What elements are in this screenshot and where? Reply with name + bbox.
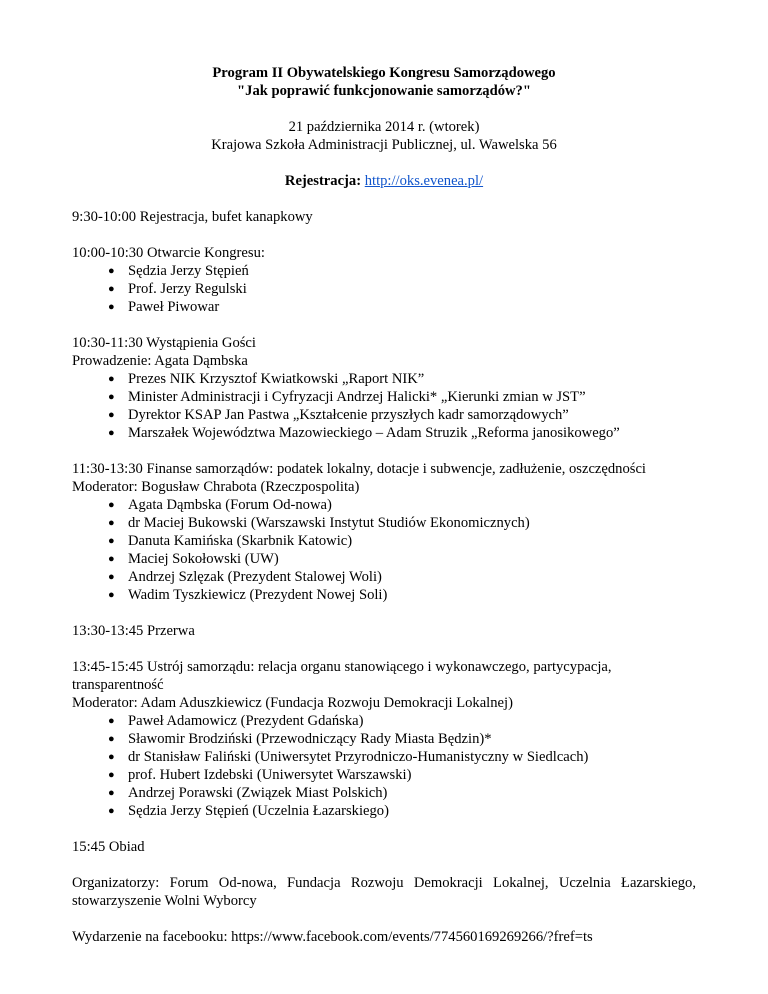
agenda-heading: 10:00-10:30 Otwarcie Kongresu: <box>72 245 265 261</box>
title-line-2: "Jak poprawić funkcjonowanie samorządów?" <box>237 83 531 99</box>
title-line-1: Program II Obywatelskiego Kongresu Samorządowego <box>212 65 556 81</box>
agenda-heading: 9:30-10:00 Rejestracja, bufet kanapkowy <box>72 209 313 225</box>
agenda-heading: 11:30-13:30 Finanse samorządów: podatek lokalny, dotacje i subwencje, zadłużenie, oszczędności <box>72 461 646 477</box>
organizers-text: Organizatorzy: Forum Od-nowa, Fundacja Rozwoju Demokracji Lokalnej, Uczelnia Łazarskiego, stowarzyszenie Wolni Wyborcy <box>72 875 696 909</box>
agenda-subheading: Moderator: Bogusław Chrabota (Rzeczpospolita) <box>72 479 360 495</box>
list-item: ● prof. Hubert Izdebski (Uniwersytet Warszawski) <box>108 766 696 784</box>
agenda-block <box>72 658 696 820</box>
list-item: ● Paweł Piwowar <box>108 298 696 316</box>
event-date: 21 października 2014 r. (wtorek) <box>288 119 480 135</box>
event-venue: Krajowa Szkoła Administracji Publicznej, ul. Wawelska 56 <box>211 137 557 153</box>
agenda-heading: 15:45 Obiad <box>72 839 145 855</box>
list-item: ● dr Stanisław Faliński (Uniwersytet Przyrodniczo-Humanistyczny w Siedlcach) <box>108 748 696 766</box>
list-item: ● Minister Administracji i Cyfryzacji Andrzej Halicki* „Kierunki zmian w JST” <box>108 388 696 406</box>
registration-link[interactable]: http://oks.evenea.pl/ <box>364 173 484 189</box>
facebook-text: Wydarzenie na facebooku: https://www.facebook.com/events/774560169269266/?fref=ts <box>72 929 593 945</box>
speaker-list <box>72 496 696 604</box>
event-info <box>72 118 696 154</box>
list-item: ● Agata Dąmbska (Forum Od-nowa) <box>108 496 696 514</box>
agenda-block <box>72 838 696 856</box>
agenda-block <box>72 460 696 604</box>
organizers <box>72 874 696 910</box>
list-item: ● Prezes NIK Krzysztof Kwiatkowski „Raport NIK” <box>108 370 696 388</box>
speaker-list <box>72 262 696 316</box>
agenda-block <box>72 244 696 316</box>
list-item: ● dr Maciej Bukowski (Warszawski Instytut Studiów Ekonomicznych) <box>108 514 696 532</box>
agenda-heading: 13:45-15:45 Ustrój samorządu: relacja organu stanowiącego i wykonawczego, partycypacja, transparentność <box>72 659 612 693</box>
list-item: ● Andrzej Szlęzak (Prezydent Stalowej Woli) <box>108 568 696 586</box>
facebook-info <box>72 928 696 946</box>
list-item: ● Prof. Jerzy Regulski <box>108 280 696 298</box>
list-item: ● Sędzia Jerzy Stępień <box>108 262 696 280</box>
speaker-list <box>72 370 696 442</box>
agenda-block <box>72 622 696 640</box>
list-item: ● Marszałek Województwa Mazowieckiego – Adam Struzik „Reforma janosikowego” <box>108 424 696 442</box>
agenda-heading: 10:30-11:30 Wystąpienia Gości <box>72 335 256 351</box>
registration <box>72 172 696 190</box>
list-item: ● Paweł Adamowicz (Prezydent Gdańska) <box>108 712 696 730</box>
list-item: ● Dyrektor KSAP Jan Pastwa „Kształcenie przyszłych kadr samorządowych” <box>108 406 696 424</box>
list-item: ● Andrzej Porawski (Związek Miast Polskich) <box>108 784 696 802</box>
agenda-block <box>72 334 696 442</box>
speaker-list <box>72 712 696 820</box>
list-item: ● Maciej Sokołowski (UW) <box>108 550 696 568</box>
list-item: ● Wadim Tyszkiewicz (Prezydent Nowej Soli) <box>108 586 696 604</box>
list-item: ● Danuta Kamińska (Skarbnik Katowic) <box>108 532 696 550</box>
agenda-block <box>72 208 696 226</box>
agenda-subheading: Moderator: Adam Aduszkiewicz (Fundacja Rozwoju Demokracji Lokalnej) <box>72 695 513 711</box>
agenda-heading: 13:30-13:45 Przerwa <box>72 623 195 639</box>
registration-label: Rejestracja: <box>284 173 362 189</box>
list-item: ● Sławomir Brodziński (Przewodniczący Rady Miasta Będzin)* <box>108 730 696 748</box>
list-item: ● Sędzia Jerzy Stępień (Uczelnia Łazarskiego) <box>108 802 696 820</box>
agenda-subheading: Prowadzenie: Agata Dąmbska <box>72 353 248 369</box>
document-title <box>72 64 696 100</box>
